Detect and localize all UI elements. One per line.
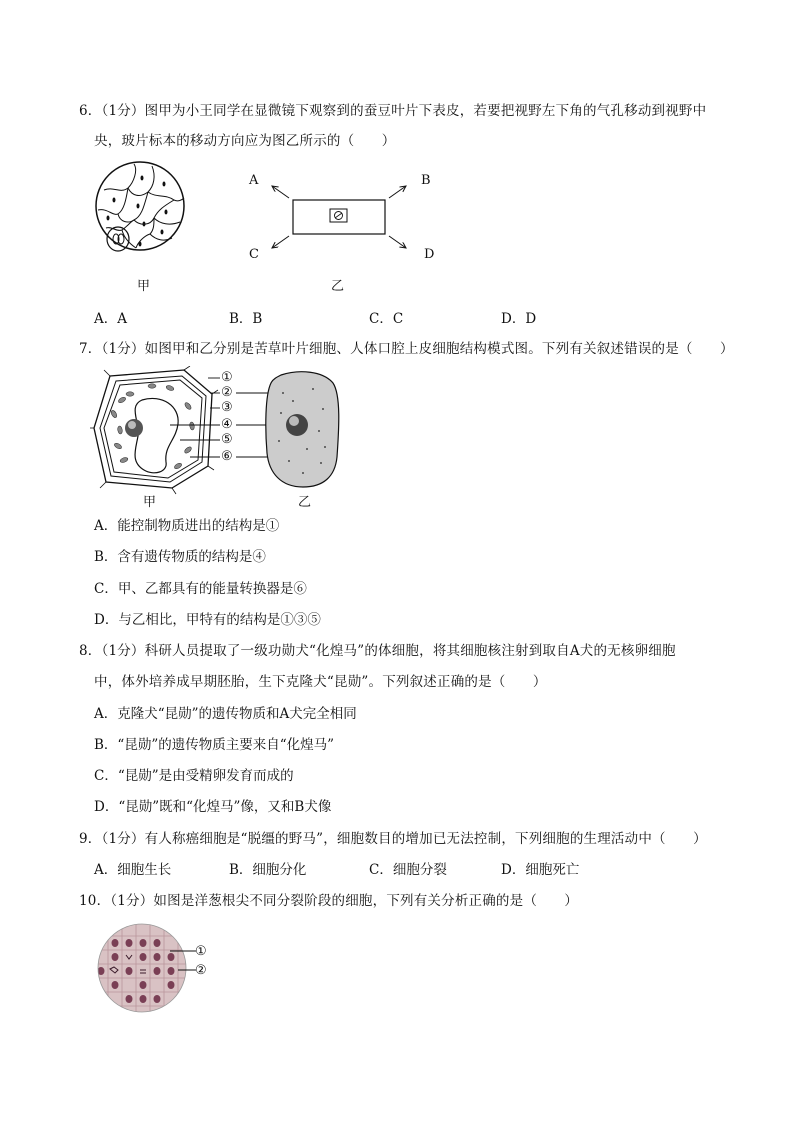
q8-option-b: B．“昆勋”的遗传物质主要来自“化煌马” bbox=[94, 737, 335, 753]
q6-figure-yi-label: 乙 bbox=[331, 279, 345, 294]
q9-stem-line1: 9．（1分）有人称癌细胞是“脱缰的野马”，细胞数目的增加已无法控制，下列细胞的生理活动中（ ） bbox=[79, 831, 707, 847]
q6-stem-line2: 央，玻片标本的移动方向应为图乙所示的（ ） bbox=[94, 133, 396, 149]
q6-arrow-label-b: B bbox=[421, 173, 431, 188]
q7-marker-5: ⑤ bbox=[221, 432, 233, 447]
q6-arrow-label-d: D bbox=[424, 247, 435, 262]
q9-option-c: C．细胞分裂 bbox=[369, 862, 447, 878]
q7-option-c: C．甲、乙都具有的能量转换器是⑥ bbox=[94, 581, 307, 597]
q10-marker-1: ① bbox=[195, 944, 207, 959]
q7-marker-1: ① bbox=[221, 370, 233, 385]
q6-option-d: D．D bbox=[501, 311, 537, 327]
q6-option-a: A．A bbox=[94, 311, 127, 327]
q6-figure-jia-label: 甲 bbox=[137, 279, 151, 294]
q6-figure-jia bbox=[94, 160, 186, 260]
q7-marker-2: ② bbox=[221, 385, 233, 400]
q9-option-d: D．细胞死亡 bbox=[501, 862, 580, 878]
q7-marker-3: ③ bbox=[221, 400, 233, 415]
q10-stem-line1: 10．（1分）如图是洋葱根尖不同分裂阶段的细胞，下列有关分析正确的是（ ） bbox=[79, 893, 579, 909]
q7-option-b: B．含有遗传物质的结构是④ bbox=[94, 549, 266, 565]
q7-marker-4: ④ bbox=[221, 417, 233, 432]
q8-stem-line2: 中，体外培养成早期胚胎，生下克隆犬“昆勋”。下列叙述正确的是（ ） bbox=[94, 674, 547, 690]
q7-figure-yi-label: 乙 bbox=[298, 495, 312, 510]
q7-figure-jia-label: 甲 bbox=[143, 495, 157, 510]
q6-option-c: C．C bbox=[369, 311, 404, 327]
q6-arrow-label-a: A bbox=[249, 173, 259, 188]
q6-figure-yi bbox=[244, 170, 444, 270]
q7-figure-yi-animal-cell bbox=[263, 369, 343, 491]
q6-option-b: B．B bbox=[229, 311, 263, 327]
q6-arrow-label-c: C bbox=[249, 247, 259, 262]
q7-option-a: A．能控制物质进出的结构是① bbox=[94, 518, 280, 534]
q8-option-a: A．克隆犬“昆勋”的遗传物质和A犬完全相同 bbox=[94, 706, 357, 722]
q9-option-b: B．细胞分化 bbox=[229, 862, 307, 878]
q10-marker-2: ② bbox=[195, 963, 207, 978]
q7-option-d: D．与乙相比，甲特有的结构是①③⑤ bbox=[94, 612, 321, 628]
q9-option-a: A．细胞生长 bbox=[94, 862, 172, 878]
q8-option-d: D．“昆勋”既和“化煌马”像，又和B犬像 bbox=[94, 799, 332, 815]
q7-marker-6: ⑥ bbox=[221, 449, 233, 464]
q6-stem-line1: 6．（1分）图甲为小王同学在显微镜下观察到的蚕豆叶片下表皮，若要把视野左下角的气孔移动到视野中 bbox=[79, 103, 707, 119]
q7-stem-line1: 7．（1分）如图甲和乙分别是苦草叶片细胞、人体口腔上皮细胞结构模式图。下列有关叙述错误的是（ ） bbox=[79, 341, 734, 357]
q8-stem-line1: 8．（1分）科研人员提取了一级功勋犬“化煌马”的体细胞，将其细胞核注射到取自A犬的无核卵细胞 bbox=[79, 643, 676, 659]
q8-option-c: C．“昆勋”是由受精卵发育而成的 bbox=[94, 768, 294, 784]
